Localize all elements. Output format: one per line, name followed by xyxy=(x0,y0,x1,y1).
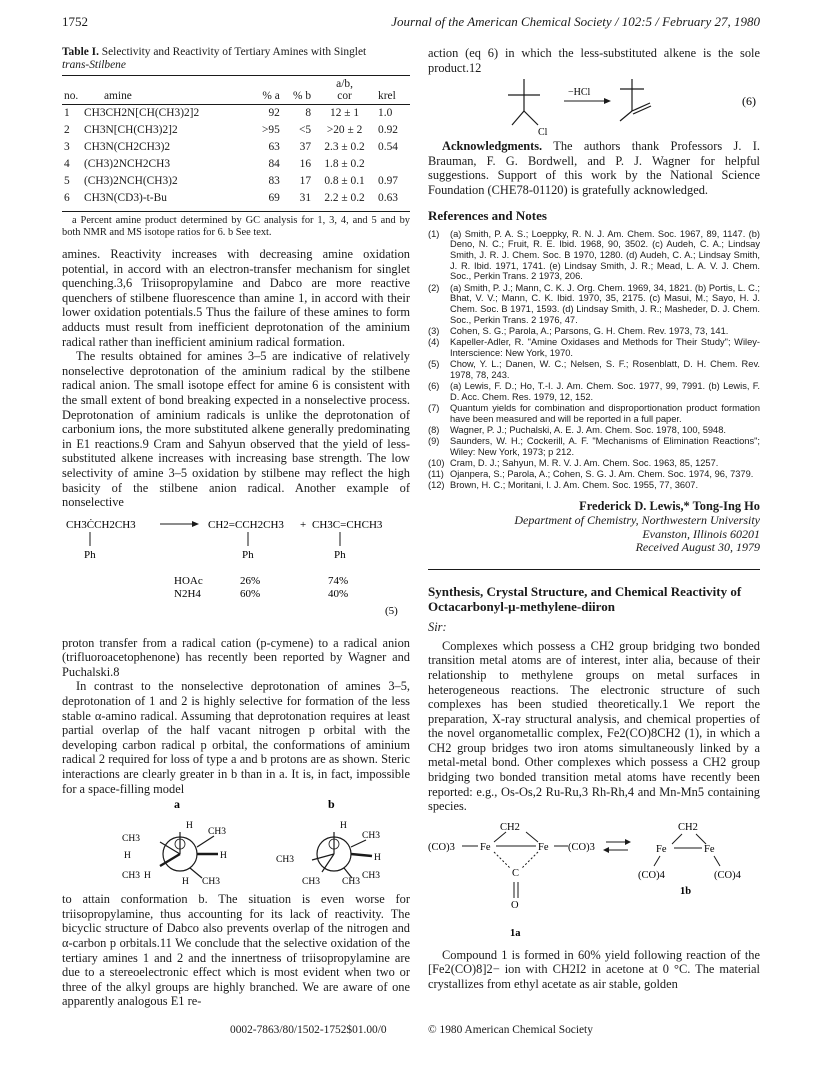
paragraph: to attain conformation b. The situation is even worse for triisopropylamine, thus accounting for its lack of reactivity. The bicyclic structure of Dabco also prevents overlap of the nitrogen and α-carbon p orbitals.11 We conclude that the selective oxidation of the tertiary amines 1 and 2 and the innertness of triisopropylamine are due to a stereoelectronic effect which is most evident when two or three of the alkyl groups are highly branched. We are aware of one apparently analogous E1 re- xyxy=(62,892,410,1009)
bond-line xyxy=(190,868,202,878)
plus-sign: + xyxy=(300,518,307,531)
footer-code: 0002-7863/80/1502-1752$01.00/0 xyxy=(230,1024,387,1036)
bond-line xyxy=(524,111,538,125)
bond-line xyxy=(672,834,682,844)
atom-label: CH3 xyxy=(208,827,226,838)
label-b: b xyxy=(328,798,335,812)
authors: Frederick D. Lewis,* Tong-Ing Ho xyxy=(579,498,760,513)
condition-2: N2H4 xyxy=(174,587,201,600)
atom-label: H xyxy=(182,877,189,888)
reference-item: (6) (a) Lewis, F. D.; Ho, T.-I. J. Am. Chem. Soc. 1977, 99, 7991. (b) Lewis, F. D. Acc. Chem. Res. 1979, 12, 152. xyxy=(428,380,760,402)
row-krel: 0.97 xyxy=(378,175,398,187)
row-ab: 1.8 ± 0.2 xyxy=(324,158,365,170)
table-row xyxy=(62,139,410,156)
table-row xyxy=(62,156,410,173)
table-row xyxy=(62,190,410,207)
paragraph: proton transfer from a radical cation (p-cymene) to a radical anion (trifluoroacetophenone) has recently been reported by Wagner and Puchalski.8 xyxy=(62,635,410,679)
co-group: (CO)3 xyxy=(568,841,595,853)
atom-label: H xyxy=(220,851,227,862)
atom-label: H xyxy=(144,871,151,882)
row-b: 8 xyxy=(305,107,312,119)
paragraph: action (eq 6) in which the less-substituted alkene is the sole product.12 xyxy=(428,46,760,75)
oxygen-atom: O xyxy=(511,899,519,911)
equation-number: (5) xyxy=(385,604,398,617)
col-a: % a xyxy=(251,90,282,105)
yield: 74% xyxy=(328,574,349,587)
section-divider xyxy=(428,569,760,570)
methylene-label: CH2 xyxy=(500,821,520,833)
scheme-5-drawing xyxy=(62,514,410,632)
bond-line xyxy=(197,836,214,847)
atom-label: CH3 xyxy=(362,831,380,842)
row-b: 37 xyxy=(299,141,312,153)
paragraph: amines. Reactivity increases with decreasing amine oxidation potential, in accord with an electron-transfer mechanism for singlet quenching.3,6 Triisopropylamine and Dabco are more reactive quenchers of stilbene fluorescence than amine 1, in accord with their lower oxidation potentials.5 Thus the failure of these amines to form adducts must result from inefficient deprotonation of the aminium radical rather than inefficient aminium radical formation. xyxy=(62,247,410,349)
row-a: >95 xyxy=(262,124,280,136)
reference-item: (5) Chow, Y. L.; Danen, W. C.; Nelsen, S. F.; Rosenblatt, D. H. Chem. Rev. 1978, 78, 243. xyxy=(428,359,760,380)
atom-label: H xyxy=(186,821,193,832)
table-title xyxy=(62,46,410,72)
left-column xyxy=(62,46,410,1009)
page-number: 1752 xyxy=(62,14,88,29)
row-b: <5 xyxy=(298,124,312,136)
journal-header: Journal of the American Chemical Society / 102:5 / February 27, 1980 xyxy=(391,14,760,29)
arrow-head-icon xyxy=(604,98,611,104)
row-b: 16 xyxy=(299,158,312,170)
article-title: Synthesis, Crystal Structure, and Chemical Reactivity of Octacarbonyl-μ-methylene-diiron xyxy=(428,583,742,614)
bond-line xyxy=(714,856,720,866)
row-krel: 0.63 xyxy=(378,192,398,204)
col-ab: cor xyxy=(313,90,376,105)
table-label: Table I. xyxy=(62,46,99,58)
yield: 26% xyxy=(240,574,261,587)
label-a: a xyxy=(174,798,180,812)
yield: 60% xyxy=(240,587,261,600)
equation-6-drawing xyxy=(428,75,760,139)
atom-label: H xyxy=(340,821,347,832)
row-b: 31 xyxy=(299,192,312,204)
row-no: 5 xyxy=(64,175,70,187)
atom-label: H xyxy=(374,853,381,864)
row-ab: 0.8 ± 0.1 xyxy=(324,175,365,187)
row-amine: (CH3)2NCH(CH3)2 xyxy=(84,175,178,187)
row-ab: >20 ± 2 xyxy=(326,124,363,136)
reference-item: (1) (a) Smith, P. A. S.; Loeppky, R. N. J. Am. Chem. Soc. 1967, 89, 1147. (b) Deno, N. C.; Fruit, R. E. Ibid. 1968, 90, 3502. (c) Audeh, C. A.; Lindsay Smith, J. R. J. Chem. Soc. B 1970, 1280. (d) Audeh, C. A.; Lindsay Smith, J. R. Ibid. 1971, 1741. (e) Lindsay Smith, J. R.; Mead, L. A. V. J. Chem. Soc., Perkin Trans. 2 1973, 206. xyxy=(428,228,760,282)
table-title-text: Selectivity and Reactivity of Tertiary Amines with Singlet xyxy=(98,46,367,58)
product1: CH2=CCH2CH3 xyxy=(208,518,284,531)
affiliation-line: Department of Chemistry, Northwestern University xyxy=(514,512,760,527)
iron-atom: Fe xyxy=(704,843,715,855)
co-group: (CO)4 xyxy=(714,869,741,881)
row-amine: CH3N[CH(CH3)2]2 xyxy=(84,124,178,136)
col-no: no. xyxy=(62,90,82,105)
reference-item: (4) Kapeller-Adler, R. "Amine Oxidases and Methods for Their Study"; Wiley-Interscience: New York, 1970. xyxy=(428,337,760,358)
bond-line xyxy=(654,856,660,866)
condition-1: HOAc xyxy=(174,574,203,587)
chlorine-label: Cl xyxy=(538,127,548,139)
row-krel: 1.0 xyxy=(378,107,393,119)
row-krel xyxy=(376,156,410,173)
row-no: 2 xyxy=(64,124,70,136)
paragraph: In contrast to the nonselective deprotonation of amines 3–5, deprotonation of 1 and 2 is highly selective for formation of the less stable α-amino radical. Assuming that deprotonation requires at least partial overlap of the half vacant nitrogen p orbital with the developing carbon radical p orbital, the conformations of aminium radical 2 required for loss of type a and b protons are as shown. Steric interactions are clearly greater in b than in a. It is, in fact, impossible for a space-filling model xyxy=(62,679,410,796)
paragraph: Compound 1 is formed in 60% yield following reaction of the [Fe2(CO)8]2− ion with CH2I2 in acetone at 0 °C. The material crystallizes from ethyl acetate as air stable, golden xyxy=(428,947,760,992)
affiliation-line: Evanston, Illinois 60201 xyxy=(642,526,760,541)
atom-label: CH3 xyxy=(276,855,294,866)
bond-line xyxy=(494,852,510,868)
col-krel: krel xyxy=(376,90,410,105)
footer-copyright: © 1980 American Chemical Society xyxy=(428,1024,593,1036)
reference-item: (8) Wagner, P. J.; Puchalski, A. E. J. Am. Chem. Soc. 1978, 100, 5948. xyxy=(428,424,726,435)
row-amine: CH3N(CH2CH3)2 xyxy=(84,141,171,153)
atom-label: CH3 xyxy=(362,871,380,882)
row-amine: CH3CH2N[CH(CH3)2]2 xyxy=(84,107,200,119)
atom-label: H xyxy=(124,851,131,862)
references-heading: References and Notes xyxy=(428,207,547,223)
newman-drawing xyxy=(62,798,410,890)
bond-line xyxy=(512,111,524,125)
row-a: 84 xyxy=(268,158,280,170)
reference-item: (3) Cohen, S. G.; Parola, A.; Parsons, G. H. Chem. Rev. 1973, 73, 141. xyxy=(428,325,729,336)
table-row xyxy=(62,173,410,190)
table-footnote: a Percent amine product determined by GC analysis for 1, 3, 4, and 5 and by both NMR and MS isotope ratios for 6. b See text. xyxy=(62,215,410,238)
reference-item: (11) Ojanpera, S.; Parola, A.; Cohen, S. G. J. Am. Chem. Soc. 1974, 96, 7379. xyxy=(428,469,754,480)
row-ab: 2.2 ± 0.2 xyxy=(324,192,365,204)
reactant: CH3ĊCH2CH3 xyxy=(66,518,136,531)
reference-item: (2) (a) Smith, P. J.; Mann, C. K. J. Org. Chem. 1969, 34, 1821. (b) Portis, L. C.; Bhat, V. V.; Mann, C. K. Ibid. 1970, 35, 2175. (c) Masui, M.; Sayo, H. J. Chem. Soc. B 1971, 1593. (d) Lindsay Smith, J. R.; Masheder, D. J. Chem. Soc., Perkin Trans. 2 1976, 47. xyxy=(428,282,760,325)
reference-item: (10) Cram, D. J.; Sahyun, M. R. V. J. Am. Chem. Soc. 1963, 85, 1257. xyxy=(428,457,719,468)
data-table xyxy=(62,75,410,207)
table-row xyxy=(62,105,410,123)
arrow-head-icon xyxy=(603,847,609,853)
newman-projections xyxy=(62,798,410,890)
bond-line xyxy=(526,832,538,842)
atom-label: CH3 xyxy=(202,877,220,888)
compound-label: 1b xyxy=(680,885,692,897)
col-amine: amine xyxy=(82,90,251,105)
row-ab: 12 ± 1 xyxy=(330,107,360,119)
product2-sub: Ph xyxy=(334,548,346,561)
methylene-label: CH2 xyxy=(678,821,698,833)
bond-line xyxy=(494,832,506,842)
bond-line xyxy=(696,834,706,844)
row-a: 83 xyxy=(268,175,280,187)
structure-1 xyxy=(428,820,760,942)
carbon-atom: C xyxy=(512,867,520,879)
scheme-5 xyxy=(62,514,410,632)
paragraph: Complexes which possess a CH2 group bridging two bonded transition metal atoms are of interest, inter alia, because of their relationship to methylene groups on metal surfaces in heterogeneous reactions. The electronic structure of such complexes has been studied theoretically.1 We report the preparation, X-ray structural analysis, and chemical properties of the novel organometallic complex, Fe2(CO)8CH2 (1), in which a CH2 group bridges two iron atoms simultaneously linked by a metal-metal bond. Other complexes which possess a CH2 group bridging two bonded transition metal atoms have recently been reported: e.g., Os-Os,2 Ru-Ru,3 Rh-Rh,4 and Mn-Mn5 containing species. xyxy=(428,638,760,814)
bond-line xyxy=(351,840,366,847)
equation-number: (6) xyxy=(742,94,756,109)
bond-line xyxy=(351,854,372,856)
row-a: 69 xyxy=(268,192,280,204)
arrow-head-icon xyxy=(192,521,199,527)
row-krel: 0.54 xyxy=(378,141,398,153)
row-no: 4 xyxy=(64,158,70,170)
salutation: Sir: xyxy=(428,619,447,634)
reference-item: (9) Saunders, W. H.; Cockerill, A. F. "Mechanisms of Elimination Reactions"; Wiley: New York, 1973; p 212. xyxy=(428,435,760,457)
iron-atom: Fe xyxy=(480,841,491,853)
atom-label: CH3 xyxy=(122,871,140,882)
right-column xyxy=(428,46,760,992)
table-row xyxy=(62,122,410,139)
atom-label: CH3 xyxy=(122,834,140,845)
row-krel: 0.92 xyxy=(378,124,398,136)
structure-1-drawing xyxy=(428,820,760,942)
acknowledgments xyxy=(428,139,760,197)
product1-sub: Ph xyxy=(242,548,254,561)
co-group: (CO)4 xyxy=(638,869,665,881)
row-no: 6 xyxy=(64,192,70,204)
col-b: % b xyxy=(282,90,313,105)
atom-label: CH3 xyxy=(342,877,360,888)
atom-label: CH3 xyxy=(302,877,320,888)
row-no: 1 xyxy=(64,107,70,119)
row-amine: (CH3)2NCH2CH3 xyxy=(84,158,171,170)
paragraph: The results obtained for amines 3–5 are indicative of relatively nonselective deprotonation of the aminium radical by the stilbene radical anion. The small isotope effect for amine 6 is consistent with the small extent of bond breaking expected in a nonselective process. Deprotonation of aminium radicals is unlike the deprotonation of carbonium ions, the more substituted alkene generally predominating in E1 reactions.9 Cram and Sahyun observed that the yield of less-substituted alkene increases with increasing base strength. The low selectivity of amine 3–5 oxidation by stilbene may reflect the high basicity of the stilbene anion radical. Another example of nonselective xyxy=(62,349,410,510)
row-ab: 2.3 ± 0.2 xyxy=(324,141,365,153)
reagent-label: −HCl xyxy=(568,87,591,99)
row-a: 92 xyxy=(268,107,280,119)
reactant-sub: Ph xyxy=(84,548,96,561)
references-list xyxy=(428,229,760,491)
reference-item: (12) Brown, H. C.; Moritani, I. J. Am. Chem. Soc. 1955, 77, 3607. xyxy=(428,480,699,491)
iron-atom: Fe xyxy=(538,841,549,853)
ack-text: The authors thank Professors J. I. Brauman, F. G. Bordwell, and P. J. Wagner for helpful suggestions. Support of this work by the National Science Foundation (CHE78-01120) is gratefully acknowledged. xyxy=(428,139,760,197)
row-amine: CH3N(CD3)-t-Bu xyxy=(84,192,167,204)
co-group: (CO)3 xyxy=(428,841,455,853)
iron-atom: Fe xyxy=(656,843,667,855)
col-ab-top: a/b, xyxy=(336,78,353,90)
table-title-line2: trans-Stilbene xyxy=(62,59,126,71)
arrow-head-icon xyxy=(625,839,631,845)
compound-label: 1a xyxy=(510,927,521,939)
row-b: 17 xyxy=(299,175,312,187)
product2: CH3C=CHCH3 xyxy=(312,518,383,531)
ack-title: Acknowledgments. xyxy=(442,139,543,154)
bond-line xyxy=(522,852,538,868)
table-rule xyxy=(62,211,410,212)
bond-line xyxy=(620,111,632,121)
reference-item: (7) Quantum yields for combination and disproportionation product formation have been measured and will be reported in a full paper. xyxy=(428,402,760,424)
equation-6 xyxy=(428,75,760,139)
yield: 40% xyxy=(328,587,349,600)
row-a: 63 xyxy=(268,141,280,153)
row-no: 3 xyxy=(64,141,70,153)
received-date: Received August 30, 1979 xyxy=(635,540,760,555)
